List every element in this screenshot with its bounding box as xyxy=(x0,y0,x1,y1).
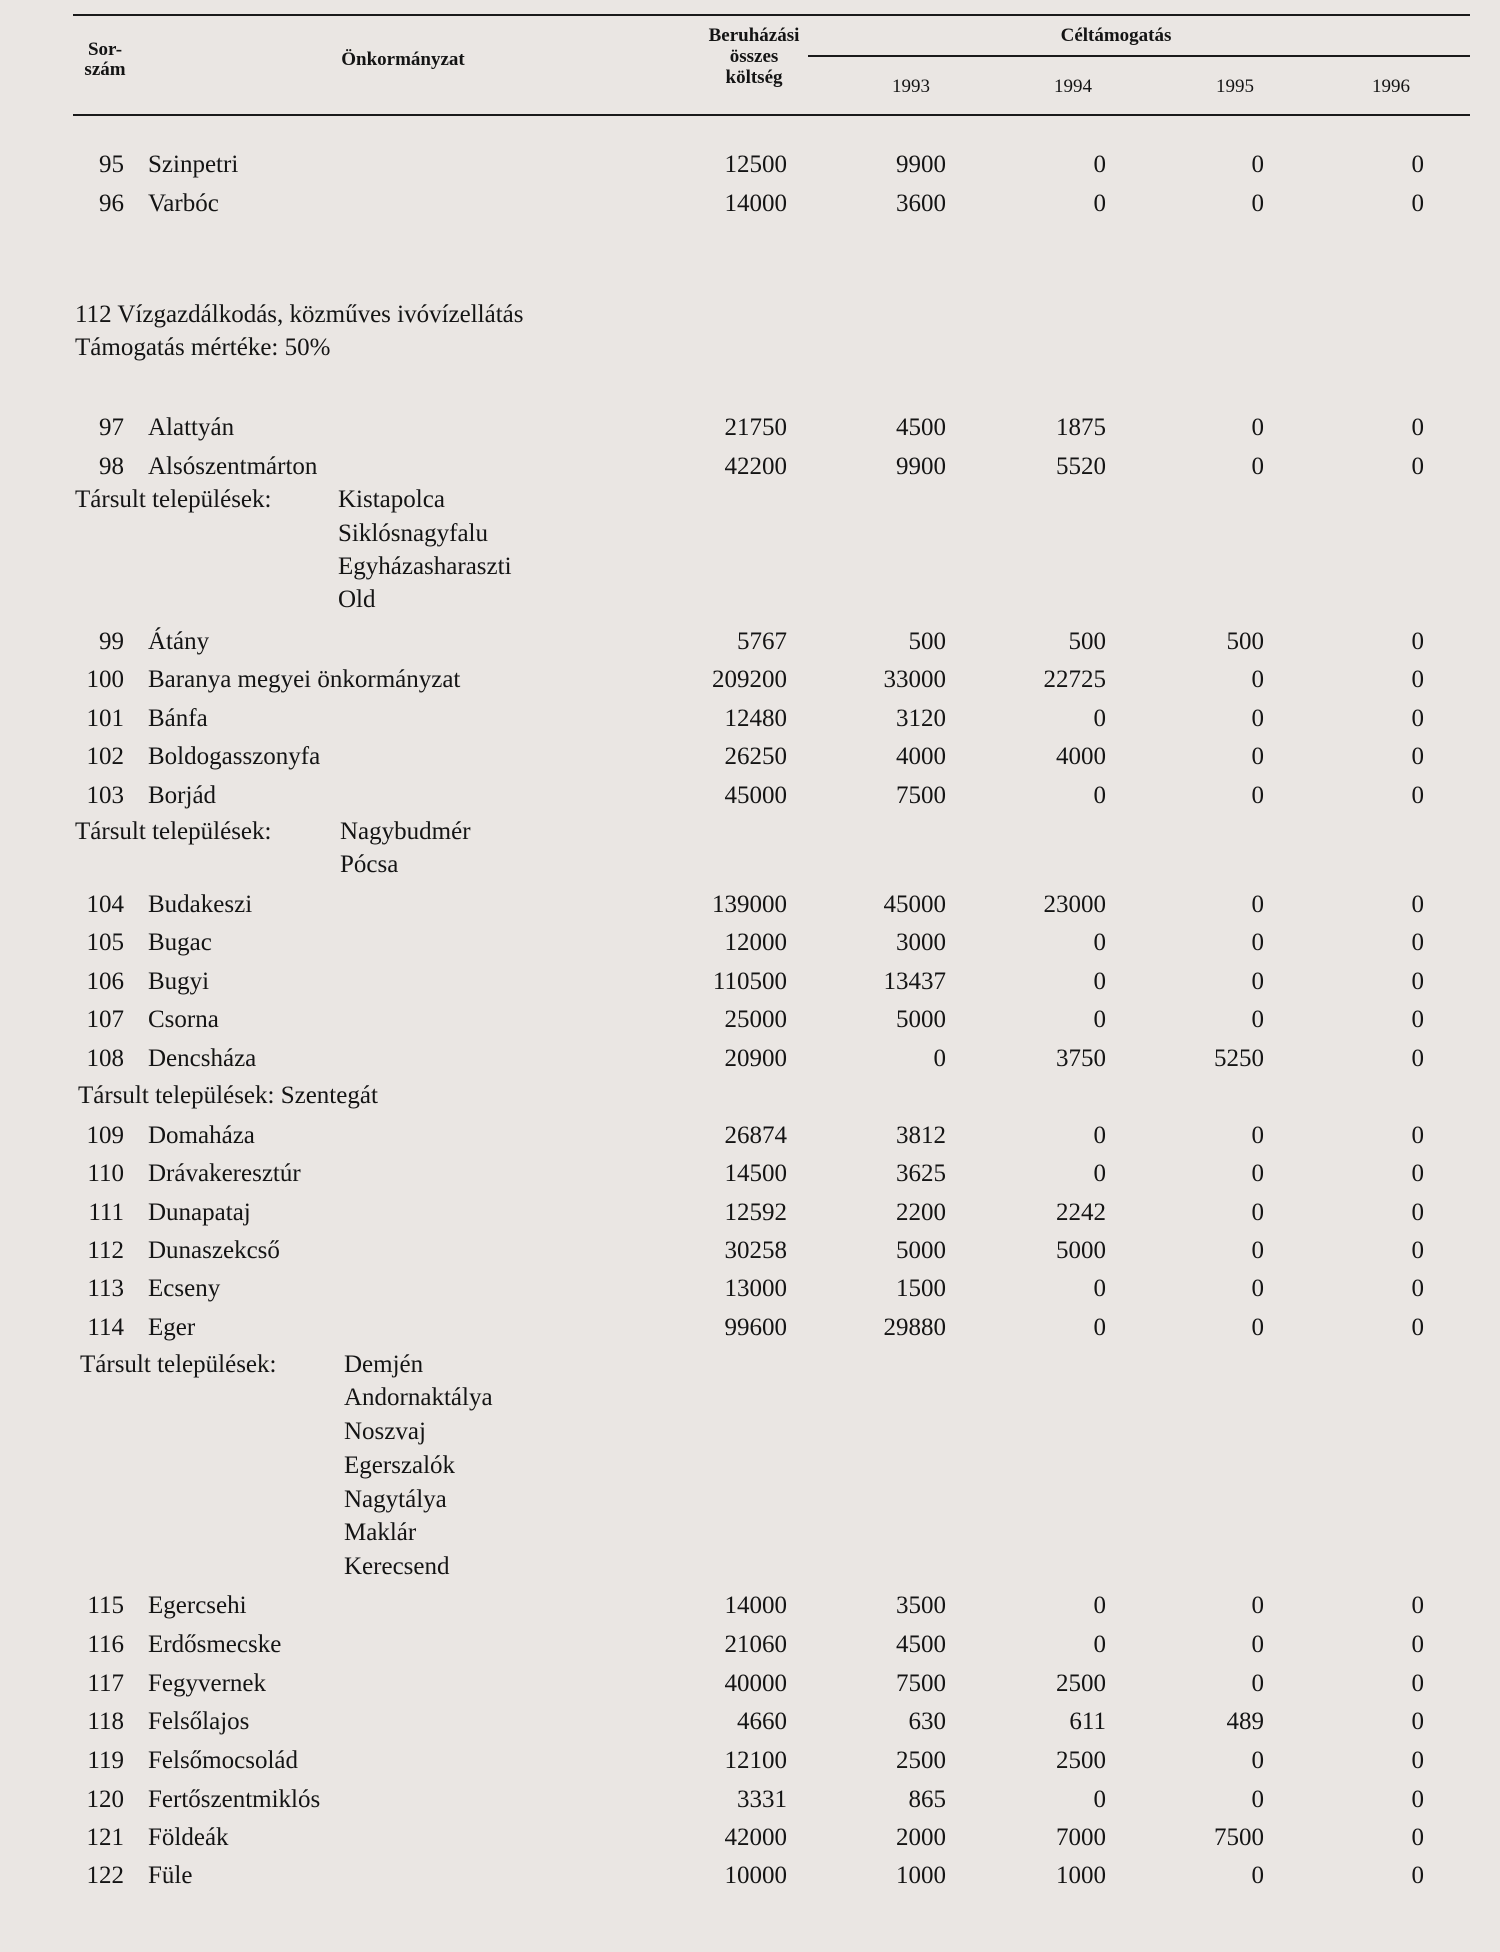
row-cost: 3331 xyxy=(737,1786,787,1813)
row-value-1994: 7000 xyxy=(1056,1824,1106,1851)
row-value-1993: 9900 xyxy=(896,151,946,178)
row-value-1993: 7500 xyxy=(896,1670,946,1697)
row-value-1996: 0 xyxy=(1411,1275,1424,1302)
row-value-1995: 0 xyxy=(1251,968,1264,995)
row-value-1993: 865 xyxy=(908,1786,946,1813)
row-name: Varbóc xyxy=(148,190,219,217)
row-value-1996: 0 xyxy=(1411,1824,1424,1851)
row-value-1994: 0 xyxy=(1093,1160,1106,1187)
row-value-1995: 0 xyxy=(1251,1592,1264,1619)
row-number: 111 xyxy=(88,1199,124,1226)
row-cost: 21750 xyxy=(724,414,787,441)
row-value-1994: 0 xyxy=(1093,1006,1106,1033)
row-value-1996: 0 xyxy=(1411,1631,1424,1658)
row-number: 121 xyxy=(86,1824,124,1851)
row-value-1995: 0 xyxy=(1251,1786,1264,1813)
section-112-rate: Támogatás mértéke: 50% xyxy=(75,334,331,361)
row-value-1996: 0 xyxy=(1411,1199,1424,1226)
row-value-1995: 0 xyxy=(1251,1862,1264,1889)
header-celtamogatas: Céltámogatás xyxy=(1060,25,1172,46)
row-cost: 14000 xyxy=(724,190,787,217)
row-value-1995: 0 xyxy=(1251,666,1264,693)
row-value-1995: 0 xyxy=(1251,151,1264,178)
row-value-1996: 0 xyxy=(1411,968,1424,995)
row-value-1996: 0 xyxy=(1411,628,1424,655)
row-value-1993: 4000 xyxy=(896,743,946,770)
row-value-1994: 0 xyxy=(1093,1786,1106,1813)
row-value-1996: 0 xyxy=(1411,1862,1424,1889)
row-value-1995: 0 xyxy=(1251,453,1264,480)
row-value-1996: 0 xyxy=(1411,453,1424,480)
row-value-1993: 3120 xyxy=(896,705,946,732)
associated-label-103: Társult települések: xyxy=(75,818,272,845)
row-value-1993: 630 xyxy=(908,1708,946,1735)
associated-item: Noszvaj xyxy=(344,1418,426,1445)
row-cost: 40000 xyxy=(724,1670,787,1697)
associated-inline-108: Társult települések: Szentegát xyxy=(78,1082,378,1109)
row-name: Domaháza xyxy=(148,1122,255,1149)
header-year-1996: 1996 xyxy=(1372,76,1410,97)
row-value-1993: 13437 xyxy=(883,968,946,995)
row-value-1995: 5250 xyxy=(1214,1045,1264,1072)
row-cost: 209200 xyxy=(712,666,787,693)
row-value-1994: 3750 xyxy=(1056,1045,1106,1072)
row-number: 122 xyxy=(86,1862,124,1889)
row-value-1996: 0 xyxy=(1411,1122,1424,1149)
row-value-1993: 3500 xyxy=(896,1592,946,1619)
row-value-1994: 0 xyxy=(1093,968,1106,995)
row-value-1996: 0 xyxy=(1411,190,1424,217)
associated-item: Siklósnagyfalu xyxy=(338,520,488,547)
row-value-1994: 0 xyxy=(1093,1275,1106,1302)
row-name: Bugac xyxy=(148,929,212,956)
row-name: Alattyán xyxy=(148,414,235,441)
row-number: 99 xyxy=(99,628,124,655)
row-value-1996: 0 xyxy=(1411,929,1424,956)
row-value-1993: 7500 xyxy=(896,782,946,809)
row-value-1996: 0 xyxy=(1411,1592,1424,1619)
row-value-1995: 0 xyxy=(1251,1275,1264,1302)
row-value-1993: 4500 xyxy=(896,414,946,441)
row-value-1996: 0 xyxy=(1411,1747,1424,1774)
header-year-1995: 1995 xyxy=(1216,76,1254,97)
row-name: Borjád xyxy=(148,782,217,809)
row-value-1996: 0 xyxy=(1411,1670,1424,1697)
row-value-1993: 5000 xyxy=(896,1237,946,1264)
row-number: 97 xyxy=(99,414,124,441)
row-number: 109 xyxy=(86,1122,124,1149)
row-value-1993: 500 xyxy=(908,628,946,655)
row-value-1996: 0 xyxy=(1411,1160,1424,1187)
row-value-1994: 1000 xyxy=(1056,1862,1106,1889)
row-value-1995: 0 xyxy=(1251,1631,1264,1658)
row-value-1993: 2000 xyxy=(896,1824,946,1851)
row-name: Felsőmocsolád xyxy=(148,1747,298,1774)
associated-item: Kerecsend xyxy=(344,1553,450,1580)
row-name: Fegyvernek xyxy=(148,1670,267,1697)
row-cost: 12592 xyxy=(724,1199,787,1226)
row-cost: 12480 xyxy=(724,705,787,732)
row-value-1994: 0 xyxy=(1093,705,1106,732)
row-name: Átány xyxy=(148,628,210,655)
row-value-1994: 23000 xyxy=(1043,891,1106,918)
row-value-1996: 0 xyxy=(1411,1006,1424,1033)
row-number: 112 xyxy=(87,1237,124,1264)
associated-item: Egerszalók xyxy=(344,1452,456,1479)
row-cost: 42000 xyxy=(724,1824,787,1851)
row-cost: 42200 xyxy=(724,453,787,480)
row-cost: 110500 xyxy=(712,968,787,995)
row-value-1996: 0 xyxy=(1411,891,1424,918)
associated-item: Demjén xyxy=(344,1351,424,1378)
row-number: 98 xyxy=(99,453,124,480)
row-value-1993: 33000 xyxy=(883,666,946,693)
row-value-1996: 0 xyxy=(1411,782,1424,809)
row-number: 114 xyxy=(87,1314,124,1341)
row-value-1994: 0 xyxy=(1093,1314,1106,1341)
row-value-1994: 4000 xyxy=(1056,743,1106,770)
row-value-1995: 0 xyxy=(1251,190,1264,217)
row-value-1994: 0 xyxy=(1093,151,1106,178)
row-value-1996: 0 xyxy=(1411,1237,1424,1264)
header-celtamogatas-rule xyxy=(808,55,1470,57)
row-cost: 139000 xyxy=(712,891,787,918)
row-value-1996: 0 xyxy=(1411,705,1424,732)
header-onkormanyzat: Önkormányzat xyxy=(341,49,465,70)
associated-item: Nagybudmér xyxy=(340,818,471,845)
header-bottom-rule xyxy=(73,114,1470,116)
row-value-1993: 0 xyxy=(933,1045,946,1072)
row-value-1995: 0 xyxy=(1251,891,1264,918)
row-cost: 10000 xyxy=(724,1862,787,1889)
row-name: Egercsehi xyxy=(148,1592,247,1619)
row-number: 107 xyxy=(86,1006,124,1033)
row-name: Alsószentmárton xyxy=(148,453,318,480)
header-year-1994: 1994 xyxy=(1054,76,1092,97)
row-number: 119 xyxy=(87,1747,124,1774)
row-number: 103 xyxy=(86,782,124,809)
row-number: 113 xyxy=(87,1275,124,1302)
row-value-1995: 0 xyxy=(1251,743,1264,770)
row-value-1993: 45000 xyxy=(883,891,946,918)
row-value-1993: 29880 xyxy=(883,1314,946,1341)
row-value-1994: 0 xyxy=(1093,1631,1106,1658)
row-value-1994: 0 xyxy=(1093,190,1106,217)
row-value-1994: 22725 xyxy=(1043,666,1106,693)
row-name: Boldogasszonyfa xyxy=(148,743,321,770)
row-value-1994: 2500 xyxy=(1056,1747,1106,1774)
row-value-1994: 500 xyxy=(1068,628,1106,655)
row-name: Csorna xyxy=(148,1006,219,1033)
section-112-title: 112 Vízgazdálkodás, közműves ivóvízellátás xyxy=(75,301,524,328)
row-value-1995: 0 xyxy=(1251,782,1264,809)
row-cost: 13000 xyxy=(724,1275,787,1302)
row-value-1996: 0 xyxy=(1411,1314,1424,1341)
row-value-1995: 0 xyxy=(1251,1006,1264,1033)
row-value-1996: 0 xyxy=(1411,1708,1424,1735)
row-name: Dunapataj xyxy=(148,1199,251,1226)
row-value-1993: 5000 xyxy=(896,1006,946,1033)
row-number: 106 xyxy=(86,968,124,995)
row-cost: 45000 xyxy=(724,782,787,809)
row-cost: 25000 xyxy=(724,1006,787,1033)
row-number: 120 xyxy=(86,1786,124,1813)
row-cost: 99600 xyxy=(724,1314,787,1341)
row-cost: 12100 xyxy=(724,1747,787,1774)
row-number: 115 xyxy=(87,1592,124,1619)
row-cost: 26250 xyxy=(724,743,787,770)
row-name: Eger xyxy=(148,1314,196,1341)
row-value-1995: 489 xyxy=(1226,1708,1264,1735)
row-value-1994: 1875 xyxy=(1056,414,1106,441)
row-cost: 5767 xyxy=(737,628,787,655)
associated-item: Egyházasharaszti xyxy=(338,553,512,580)
row-value-1995: 0 xyxy=(1251,1160,1264,1187)
row-value-1996: 0 xyxy=(1411,1786,1424,1813)
row-value-1996: 0 xyxy=(1411,414,1424,441)
header-beruhazasi: Beruházási összes költség xyxy=(708,25,800,88)
row-name: Felsőlajos xyxy=(148,1708,250,1735)
row-value-1993: 3600 xyxy=(896,190,946,217)
row-name: Földeák xyxy=(148,1824,229,1851)
row-value-1995: 0 xyxy=(1251,1122,1264,1149)
row-value-1995: 0 xyxy=(1251,414,1264,441)
row-number: 116 xyxy=(87,1631,124,1658)
associated-item: Maklár xyxy=(344,1519,417,1546)
row-value-1995: 7500 xyxy=(1214,1824,1264,1851)
row-value-1996: 0 xyxy=(1411,666,1424,693)
row-value-1995: 0 xyxy=(1251,1314,1264,1341)
header-year-1993: 1993 xyxy=(892,76,930,97)
row-name: Drávakeresztúr xyxy=(148,1160,301,1187)
row-cost: 14500 xyxy=(724,1160,787,1187)
row-cost: 12000 xyxy=(724,929,787,956)
row-number: 118 xyxy=(87,1708,124,1735)
row-cost: 12500 xyxy=(724,151,787,178)
header-top-rule xyxy=(73,14,1470,16)
row-value-1995: 0 xyxy=(1251,1747,1264,1774)
row-value-1993: 2200 xyxy=(896,1199,946,1226)
row-number: 105 xyxy=(86,929,124,956)
row-value-1994: 5520 xyxy=(1056,453,1106,480)
row-value-1993: 4500 xyxy=(896,1631,946,1658)
row-value-1995: 0 xyxy=(1251,705,1264,732)
row-value-1993: 3625 xyxy=(896,1160,946,1187)
row-cost: 26874 xyxy=(724,1122,787,1149)
row-value-1993: 3812 xyxy=(896,1122,946,1149)
row-value-1993: 3000 xyxy=(896,929,946,956)
row-name: Szinpetri xyxy=(148,151,239,178)
row-value-1993: 1500 xyxy=(896,1275,946,1302)
row-number: 110 xyxy=(87,1160,124,1187)
row-value-1995: 0 xyxy=(1251,929,1264,956)
row-value-1994: 0 xyxy=(1093,1592,1106,1619)
row-value-1995: 500 xyxy=(1226,628,1264,655)
row-value-1994: 2500 xyxy=(1056,1670,1106,1697)
row-name: Bánfa xyxy=(148,705,208,732)
associated-label-98: Társult települések: xyxy=(75,486,272,513)
row-value-1994: 5000 xyxy=(1056,1237,1106,1264)
row-value-1993: 2500 xyxy=(896,1747,946,1774)
row-number: 96 xyxy=(99,190,124,217)
row-value-1995: 0 xyxy=(1251,1670,1264,1697)
row-cost: 4660 xyxy=(737,1708,787,1735)
row-value-1994: 611 xyxy=(1069,1708,1106,1735)
associated-item: Nagytálya xyxy=(344,1486,447,1513)
row-name: Dunaszekcső xyxy=(148,1237,280,1264)
row-number: 102 xyxy=(86,743,124,770)
row-cost: 21060 xyxy=(724,1631,787,1658)
row-value-1994: 0 xyxy=(1093,1122,1106,1149)
associated-item: Old xyxy=(338,586,376,613)
associated-item: Andornaktálya xyxy=(344,1384,493,1411)
row-name: Ecseny xyxy=(148,1275,221,1302)
row-name: Erdősmecske xyxy=(148,1631,282,1658)
row-value-1996: 0 xyxy=(1411,1045,1424,1072)
associated-item: Pócsa xyxy=(340,851,399,878)
row-value-1996: 0 xyxy=(1411,743,1424,770)
associated-label-114: Társult települések: xyxy=(80,1351,277,1378)
row-value-1994: 2242 xyxy=(1056,1199,1106,1226)
row-value-1993: 9900 xyxy=(896,453,946,480)
row-name: Füle xyxy=(148,1862,193,1889)
row-name: Fertőszentmiklós xyxy=(148,1786,321,1813)
row-name: Budakeszi xyxy=(148,891,253,918)
row-value-1995: 0 xyxy=(1251,1237,1264,1264)
row-number: 104 xyxy=(86,891,124,918)
row-value-1994: 0 xyxy=(1093,782,1106,809)
row-value-1996: 0 xyxy=(1411,151,1424,178)
row-number: 100 xyxy=(86,666,124,693)
row-number: 117 xyxy=(87,1670,124,1697)
row-value-1995: 0 xyxy=(1251,1199,1264,1226)
associated-item: Kistapolca xyxy=(338,486,445,513)
header-sorszam: Sor- szám xyxy=(84,39,126,80)
row-name: Bugyi xyxy=(148,968,210,995)
row-cost: 30258 xyxy=(724,1237,787,1264)
row-cost: 14000 xyxy=(724,1592,787,1619)
row-value-1993: 1000 xyxy=(896,1862,946,1889)
row-name: Baranya megyei önkormányzat xyxy=(148,666,461,693)
row-number: 108 xyxy=(86,1045,124,1072)
row-name: Dencsháza xyxy=(148,1045,257,1072)
row-cost: 20900 xyxy=(724,1045,787,1072)
row-number: 95 xyxy=(99,151,124,178)
row-number: 101 xyxy=(86,705,124,732)
row-value-1994: 0 xyxy=(1093,929,1106,956)
